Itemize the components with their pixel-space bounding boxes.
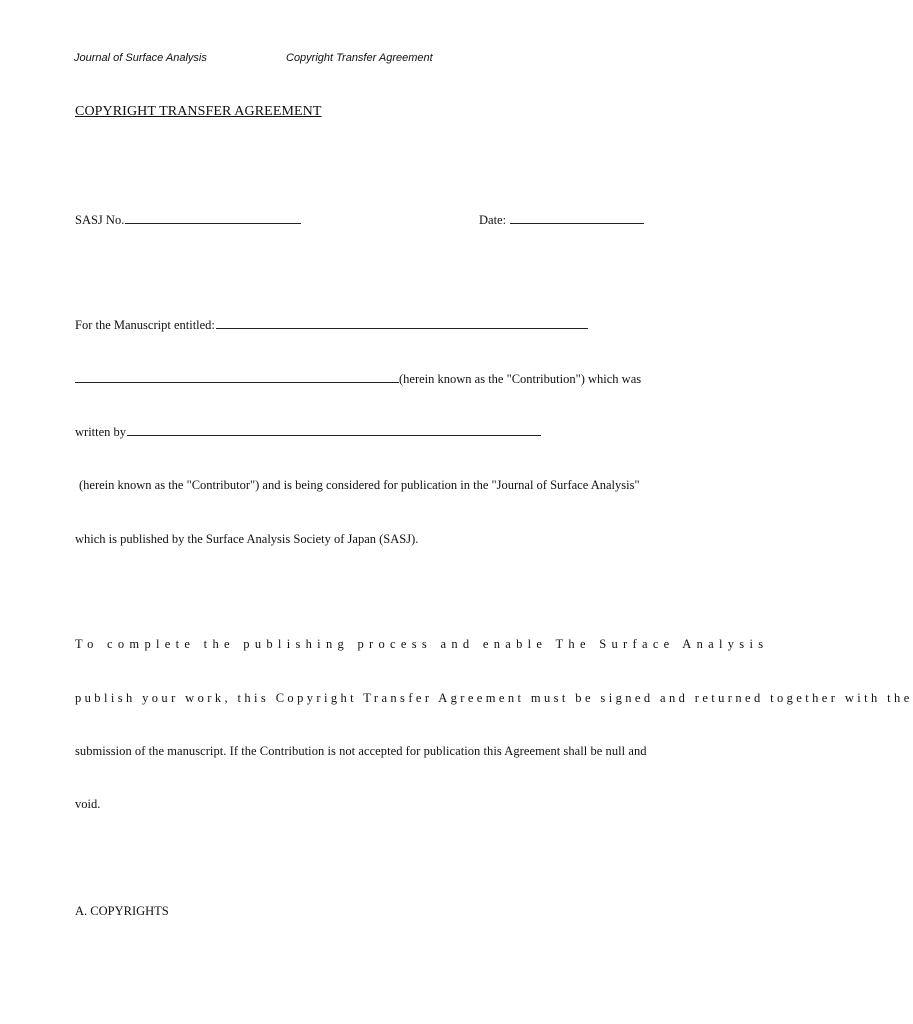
sasj-number-field [75,212,301,228]
date-blank [510,212,644,224]
written-by-blank [127,424,541,436]
paragraph-2-line-1: To complete the publishing process and enable The Surface Analysis [75,637,769,651]
written-by-field [75,424,541,440]
section-a-heading: A. COPYRIGHTS [75,904,169,918]
paragraph-2-line-3: submission of the manuscript. If the Contribution is not accepted for publication this Agreement shall be null and [75,744,647,758]
paragraph-2-line-2: publish your work, this Copyright Transfer Agreement must be signed and returned together with the [75,691,913,705]
date-field [479,212,644,228]
publisher-statement: which is published by the Surface Analysis Society of Japan (SASJ). [75,532,419,546]
journal-name-header: Journal of Surface Analysis [74,52,207,64]
sasj-number-label: SASJ No. [75,213,125,227]
sasj-number-blank [125,212,301,224]
written-by-label: written by [75,425,127,439]
contributor-definition: (herein known as the "Contributor") and is being considered for publication in the "Journal of Surface Analysis" [79,478,640,492]
contribution-line [75,371,641,387]
manuscript-title-blank-continued [75,371,399,383]
contribution-definition: (herein known as the "Contribution") which was [399,372,642,386]
manuscript-label: For the Manuscript entitled: [75,318,215,332]
date-label: Date: [479,213,507,227]
agreement-title: COPYRIGHT TRANSFER AGREEMENT [75,104,322,119]
document-title-header: Copyright Transfer Agreement [286,52,433,64]
manuscript-title-field [75,317,588,333]
paragraph-2-line-4: void. [75,797,101,811]
manuscript-title-blank [216,317,588,329]
